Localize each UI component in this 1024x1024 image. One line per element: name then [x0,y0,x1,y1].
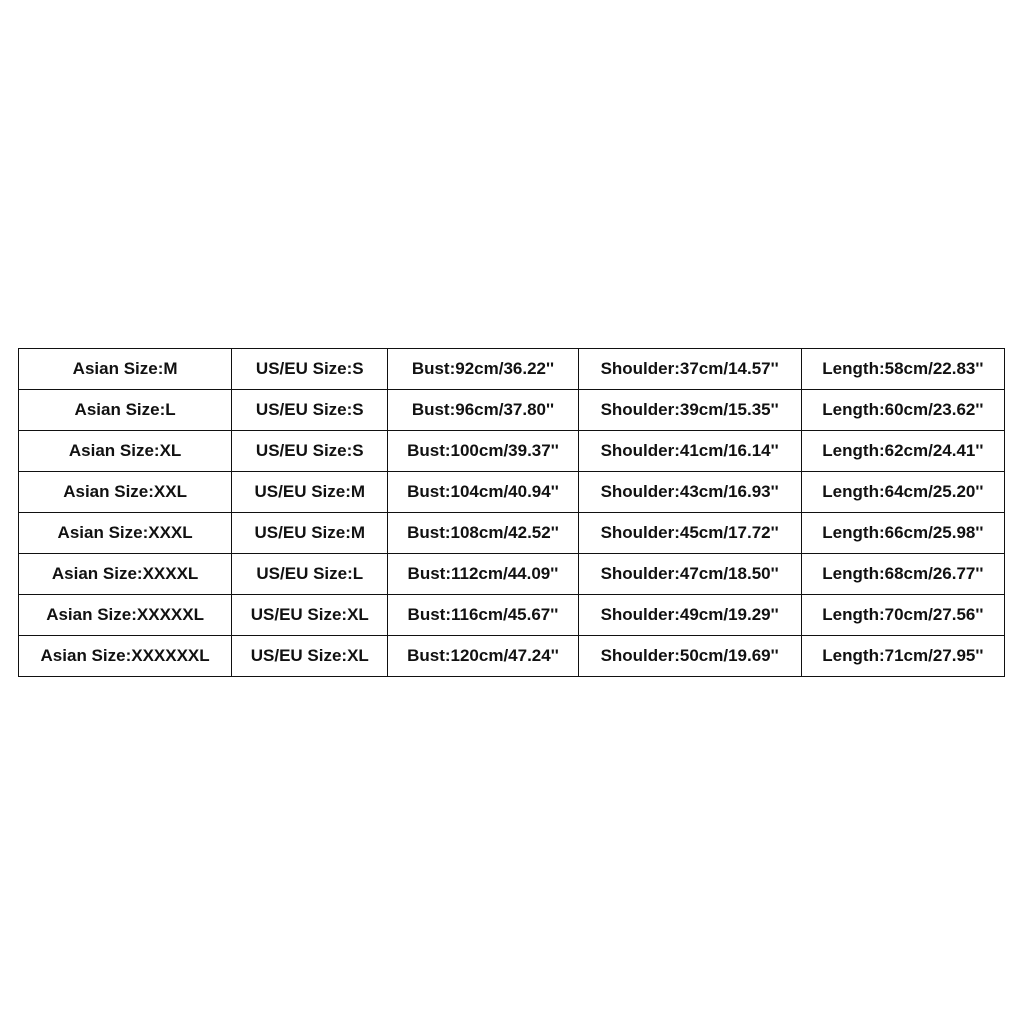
bust-cell: Bust:112cm/44.09'' [388,554,578,595]
shoulder-cell: Shoulder:45cm/17.72'' [578,513,801,554]
length-cell: Length:66cm/25.98'' [801,513,1004,554]
table-row [19,554,1005,595]
us-eu-size-cell: US/EU Size:L [232,554,388,595]
length-cell: Length:64cm/25.20'' [801,472,1004,513]
bust-cell: Bust:92cm/36.22'' [388,349,578,390]
bust-cell: Bust:120cm/47.24'' [388,636,578,677]
length-cell: Length:70cm/27.56'' [801,595,1004,636]
length-cell: Length:62cm/24.41'' [801,431,1004,472]
shoulder-cell: Shoulder:50cm/19.69'' [578,636,801,677]
bust-cell: Bust:104cm/40.94'' [388,472,578,513]
asian-size-cell: Asian Size:XXL [19,472,232,513]
table-row [19,390,1005,431]
us-eu-size-cell: US/EU Size:XL [232,595,388,636]
table-row [19,636,1005,677]
bust-cell: Bust:116cm/45.67'' [388,595,578,636]
table-row [19,431,1005,472]
asian-size-cell: Asian Size:XL [19,431,232,472]
size-chart-table [18,348,1005,677]
us-eu-size-cell: US/EU Size:M [232,513,388,554]
asian-size-cell: Asian Size:XXXXL [19,554,232,595]
length-cell: Length:60cm/23.62'' [801,390,1004,431]
shoulder-cell: Shoulder:37cm/14.57'' [578,349,801,390]
shoulder-cell: Shoulder:41cm/16.14'' [578,431,801,472]
us-eu-size-cell: US/EU Size:M [232,472,388,513]
length-cell: Length:68cm/26.77'' [801,554,1004,595]
us-eu-size-cell: US/EU Size:S [232,349,388,390]
bust-cell: Bust:108cm/42.52'' [388,513,578,554]
asian-size-cell: Asian Size:L [19,390,232,431]
shoulder-cell: Shoulder:39cm/15.35'' [578,390,801,431]
length-cell: Length:58cm/22.83'' [801,349,1004,390]
us-eu-size-cell: US/EU Size:XL [232,636,388,677]
table-row [19,472,1005,513]
asian-size-cell: Asian Size:XXXXXL [19,595,232,636]
asian-size-cell: Asian Size:M [19,349,232,390]
us-eu-size-cell: US/EU Size:S [232,390,388,431]
shoulder-cell: Shoulder:43cm/16.93'' [578,472,801,513]
shoulder-cell: Shoulder:47cm/18.50'' [578,554,801,595]
table-row [19,595,1005,636]
shoulder-cell: Shoulder:49cm/19.29'' [578,595,801,636]
us-eu-size-cell: US/EU Size:S [232,431,388,472]
table-row [19,513,1005,554]
table-row [19,349,1005,390]
asian-size-cell: Asian Size:XXXXXXL [19,636,232,677]
length-cell: Length:71cm/27.95'' [801,636,1004,677]
bust-cell: Bust:100cm/39.37'' [388,431,578,472]
bust-cell: Bust:96cm/37.80'' [388,390,578,431]
asian-size-cell: Asian Size:XXXL [19,513,232,554]
